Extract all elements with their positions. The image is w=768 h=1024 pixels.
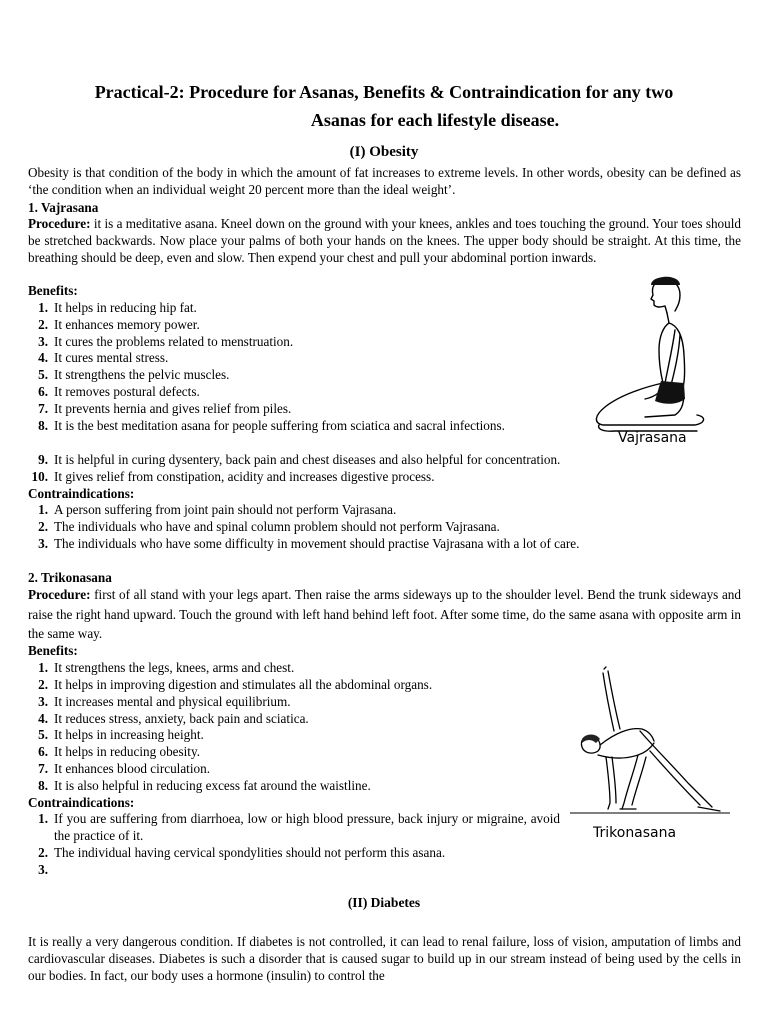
item-text: It prevents hernia and gives relief from piles. — [54, 401, 292, 416]
procedure-text: it is a meditative asana. Kneel down on the ground with your knees, ankles and toes touching the ground. Your toes should be stretched backwards. Now place your palms of both your hands on the knees. The upper body should be straight. At this time, the breathing should be deep, even and slow. Then expend your chest and pull your abdominal portion inwards. — [28, 216, 741, 265]
item-number: 8. — [38, 778, 48, 793]
list-item — [28, 384, 578, 401]
item-text: It cures the problems related to menstruation. — [54, 334, 294, 349]
item-number: 5. — [38, 367, 48, 382]
list-item — [28, 418, 578, 452]
list-item — [28, 727, 568, 744]
trikonasana-benefits-label: Benefits: — [28, 643, 78, 658]
item-number: 2. — [38, 519, 48, 534]
list-item — [28, 519, 741, 536]
item-text: It enhances memory power. — [54, 317, 200, 332]
item-number: 3. — [38, 694, 48, 709]
item-number: 2. — [38, 845, 48, 860]
item-number: 1. — [38, 660, 48, 675]
list-item — [28, 300, 578, 317]
item-text: It is the best meditation asana for people suffering from sciatica and sacral infections. — [54, 418, 505, 433]
vajrasana-benefits-label: Benefits: — [28, 283, 78, 298]
item-number: 9. — [38, 452, 48, 467]
item-number: 3. — [38, 334, 48, 349]
trikonasana-procedure — [28, 585, 741, 644]
item-text: If you are suffering from diarrhoea, low or high blood pressure, back injury or migraine, avoid the practice of it. — [54, 811, 560, 843]
item-number: 3. — [38, 862, 48, 877]
item-number: 7. — [38, 761, 48, 776]
list-item — [28, 317, 578, 334]
list-item — [28, 744, 568, 761]
list-item — [28, 761, 568, 778]
item-text: It is helpful in curing dysentery, back pain and chest diseases and also helpful for concentration. — [54, 452, 561, 467]
item-text: It reduces stress, anxiety, back pain and sciatica. — [54, 711, 309, 726]
procedure-label: Procedure: — [28, 216, 91, 231]
item-number: 6. — [38, 744, 48, 759]
obesity-intro: Obesity is that condition of the body in which the amount of fat increases to extreme levels. In other words, obesity can be defined as ‘the condition when an individual weight 20 percent more than the ideal weight’. — [28, 165, 741, 197]
item-number: 2. — [38, 677, 48, 692]
item-number: 3. — [38, 536, 48, 551]
vajrasana-figure — [585, 275, 715, 435]
item-number: 5. — [38, 727, 48, 742]
item-text: It removes postural defects. — [54, 384, 200, 399]
item-text: It gives relief from constipation, acidity and increases digestive process. — [54, 469, 435, 484]
item-text: It strengthens the legs, knees, arms and chest. — [54, 660, 295, 675]
item-text: It is also helpful in reducing excess fat around the waistline. — [54, 778, 371, 793]
list-item — [28, 350, 578, 367]
item-text: It strengthens the pelvic muscles. — [54, 367, 230, 382]
list-item — [28, 711, 568, 728]
vajrasana-heading: 1. Vajrasana — [28, 200, 99, 215]
trikonasana-contra-label: Contraindications: — [28, 795, 135, 810]
vajrasana-contra-label: Contraindications: — [28, 486, 135, 501]
diabetes-intro: It is really a very dangerous condition. If diabetes is not controlled, it can lead to renal failure, loss of vision, amputation of limbs and cardiovascular diseases. Diabetes is such a disorder that is caused sugar to build up in our stream instead of being used by the cells in our bodies. In fact, our body uses a hormone (insulin) to control the — [28, 934, 741, 983]
list-item — [28, 778, 568, 795]
list-item — [28, 862, 741, 879]
procedure-text: first of all stand with your legs apart. Then raise the arms sideways up to the shoulder level. Bend the trunk sideways and raise the right hand upward. Touch the ground with left hand behind left foot. After some time, do the same asana with opposite arm in the same way. — [28, 587, 741, 641]
item-text: It increases mental and physical equilibrium. — [54, 694, 291, 709]
item-number: 7. — [38, 401, 48, 416]
item-text: It helps in reducing obesity. — [54, 744, 201, 759]
item-text: The individuals who have and spinal column problem should not perform Vajrasana. — [54, 519, 500, 534]
item-text: It helps in reducing hip fat. — [54, 300, 197, 315]
item-text: It enhances blood circulation. — [54, 761, 210, 776]
list-item — [28, 469, 741, 486]
item-number: 2. — [38, 317, 48, 332]
item-text: It helps in increasing height. — [54, 727, 204, 742]
page-title-line-2: Asanas for each lifestyle disease. — [310, 110, 560, 130]
item-text: The individuals who have some difficulty in movement should practise Vajrasana with a lot of care. — [54, 536, 580, 551]
trikonasana-heading: 2. Trikonasana — [28, 570, 112, 585]
item-text: The individual having cervical spondylities should not perform this asana. — [54, 845, 446, 860]
item-text: It helps in improving digestion and stimulates all the abdominal organs. — [54, 677, 433, 692]
item-number: 1. — [38, 811, 48, 826]
item-number: 4. — [38, 711, 48, 726]
item-text: It cures mental stress. — [54, 350, 169, 365]
list-item — [28, 536, 741, 553]
vajrasana-procedure — [28, 216, 741, 266]
procedure-label: Procedure: — [28, 587, 91, 602]
section-heading-obesity: (I) Obesity — [349, 144, 419, 160]
item-text: A person suffering from joint pain should not perform Vajrasana. — [54, 502, 397, 517]
trikonasana-caption: Trikonasana — [593, 825, 677, 841]
item-number: 8. — [38, 418, 48, 433]
item-number: 1. — [38, 300, 48, 315]
item-number: 1. — [38, 502, 48, 517]
page-title-line-1: Practical-2: Procedure for Asanas, Benefits & Contraindication for any two — [94, 82, 674, 102]
list-item — [28, 660, 568, 677]
list-item — [28, 694, 568, 711]
trikonasana-figure — [570, 663, 730, 823]
section-heading-diabetes: (II) Diabetes — [347, 895, 421, 910]
item-number: 6. — [38, 384, 48, 399]
list-item — [28, 334, 578, 351]
list-item — [28, 811, 563, 845]
list-item — [28, 845, 741, 862]
item-number: 4. — [38, 350, 48, 365]
list-item — [28, 502, 741, 519]
vajrasana-caption: Vajrasana — [618, 430, 687, 446]
list-item — [28, 367, 578, 384]
list-item — [28, 452, 741, 469]
list-item — [28, 401, 578, 418]
item-number: 10. — [31, 469, 48, 484]
list-item — [28, 677, 568, 694]
